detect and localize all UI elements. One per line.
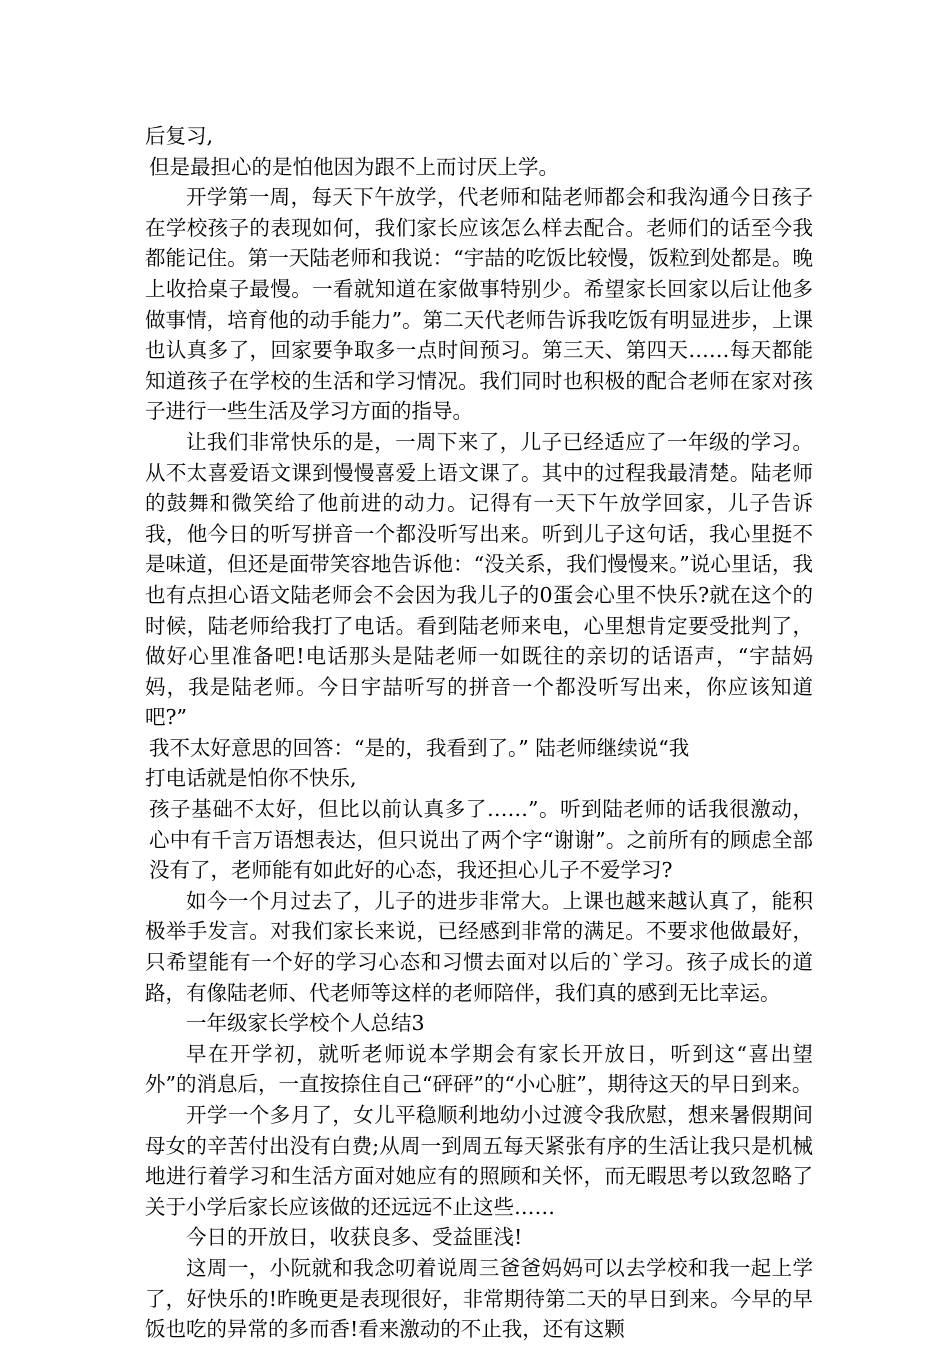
paragraph: 今日的开放日，收获良多、受益匪浅! xyxy=(186,1225,523,1250)
paragraph: 开学第一周，每天下午放学，代老师和陆老师都会和我沟通今日孩子在学校孩子的表现如何，我们家长应该怎么样去配合。老师们的话至今我都能记住。第一天陆老师和我说：“宇喆的吃饭比较慢，饭粒到处都是。晚上收拾桌子最慢。一看就知道在家做事特别少。希望家长回家以后让他多做事情，培育他的动手能力”。第二天代老师告诉我吃饭有明显进步，上课也认真多了，回家要争取多一点时间预习。第三天、第四天……每天都能知道孩子在学校的生活和学习情况。我们同时也积极的配合老师在家对孩子进行一些生活及学习方面的指导。 xyxy=(145,185,813,424)
paragraph-line: 但是最担心的是怕他因为跟不上而讨厌上学。 xyxy=(149,154,559,179)
paragraph-fragment: 后复习, xyxy=(145,124,214,148)
paragraph: 如今一个月过去了，儿子的进步非常大。上课也越来越认真了，能积极举手发言。对我们家长来说，已经感到非常的满足。不要求他做最好，只希望能有一个好的学习心态和习惯去面对以后的`学习。孩子成长的道路，有像陆老师、代老师等这样的老师陪伴，我们真的感到无比幸运。 xyxy=(145,888,813,1005)
paragraph: 让我们非常快乐的是，一周下来了，儿子已经适应了一年级的学习。从不太喜爱语文课到慢慢喜爱上语文课了。其中的过程我最清楚。陆老师的鼓舞和微笑给了他前进的动力。记得有一天下午放学回家，儿子告诉我，他今日的听写拼音一个都没听写出来。听到儿子这句话，我心里挺不是味道，但还是面带笑容地告诉他：“没关系，我们慢慢来。”说心里话，我也有点担心语文陆老师会不会因为我儿子的0蛋会心里不快乐?就在这个的时候，陆老师给我打了电话。看到陆老师来电，心里想肯定要受批判了，做好心里准备吧!电话那头是陆老师一如既往的亲切的话语声，“宇喆妈妈，我是陆老师。今日宇喆听写的拼音一个都没听写出来，你应该知道吧?” xyxy=(145,429,813,730)
paragraph: 早在开学初，就听老师说本学期会有家长开放日，听到这“喜出望外”的消息后，一直按捺住自己“砰砰”的“小心脏”，期待这天的早日到来。 xyxy=(145,1041,813,1097)
section-heading: 一年级家长学校个人总结3 xyxy=(186,1011,425,1036)
paragraph: 开学一个多月了，女儿平稳顺利地幼小过渡令我欣慰，想来暑假期间母女的辛苦付出没有白费;从周一到周五每天紧张有序的生活让我只是机械地进行着学习和生活方面对她应有的照顾和关怀，而无暇思考以致忽略了关于小学后家长应该做的还远远不止这些…… xyxy=(145,1103,813,1219)
paragraph: 孩子基础不太好，但比以前认真多了……”。听到陆老师的话我很激动，心中有千言万语想表达，但只说出了两个字“谢谢”。之前所有的顾虑全部没有了，老师能有如此好的心态，我还担心儿子不爱学习? xyxy=(149,797,813,883)
paragraph-line: 我不太好意思的回答：“是的，我看到了。” 陆老师继续说“我 xyxy=(149,735,690,760)
document-page xyxy=(145,121,813,1345)
paragraph: 这周一，小阮就和我念叨着说周三爸爸妈妈可以去学校和我一起上学了，好快乐的!昨晚更是表现很好，非常期待第二天的早日到来。今早的早饭也吃的异常的多而香!看来激动的不止我，还有这颗 xyxy=(145,1255,813,1342)
paragraph-line: 打电话就是怕你不快乐, xyxy=(145,766,357,791)
